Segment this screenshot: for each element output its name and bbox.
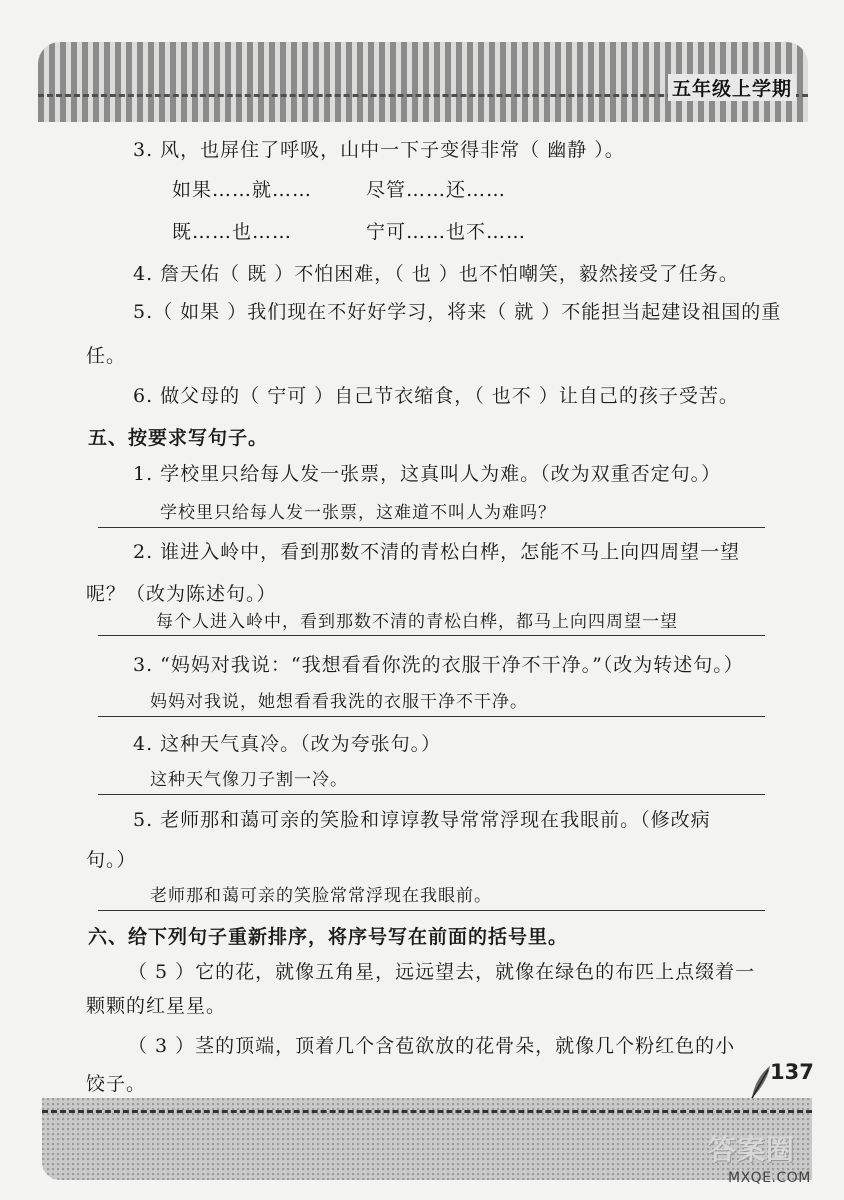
s6-item-5-line2: 颗颗的红星星。 bbox=[86, 995, 227, 1017]
q5-sentence-line1: 5.（ 如果 ）我们现在不好好学习，将来（ 就 ）不能担当起建设祖国的重 bbox=[133, 301, 782, 323]
section-5-heading: 五、按要求写句子。 bbox=[88, 427, 269, 449]
page-number: 137 bbox=[770, 1060, 814, 1084]
leaf-icon bbox=[748, 1062, 772, 1102]
q5-sentence-line2: 任。 bbox=[86, 345, 127, 367]
answer-line bbox=[98, 716, 765, 717]
s5-q5-prompt-line1: 5. 老师那和蔼可亲的笑脸和谆谆教导常常浮现在我眼前。（修改病 bbox=[133, 809, 711, 831]
s5-q3-answer: 妈妈对我说，她想看看我洗的衣服干净不干净。 bbox=[150, 692, 528, 712]
s5-q2-prompt-line2: 呢？（改为陈述句。） bbox=[86, 583, 277, 605]
conjunction-pair-ji-ye: 既……也…… bbox=[172, 221, 293, 243]
watermark-logo: 答案圈 bbox=[708, 1133, 796, 1166]
section-6-heading: 六、给下列句子重新排序，将序号写在前面的括号里。 bbox=[88, 926, 569, 948]
s5-q1-prompt: 1. 学校里只给每人发一张票，这真叫人为难。（改为双重否定句。） bbox=[133, 463, 722, 485]
s6-item-3-line2: 饺子。 bbox=[86, 1073, 147, 1095]
s6-item-3-line1: （ 3 ）茎的顶端，顶着几个含苞欲放的花骨朵，就像几个粉红色的小 bbox=[128, 1035, 736, 1057]
answer-line bbox=[98, 910, 765, 911]
q4-sentence: 4. 詹天佑（ 既 ）不怕困难，（ 也 ）也不怕嘲笑，毅然接受了任务。 bbox=[133, 263, 739, 285]
s5-q4-prompt: 4. 这种天气真冷。（改为夸张句。） bbox=[133, 733, 442, 755]
footer-decorative-band bbox=[42, 1098, 812, 1180]
answer-line bbox=[98, 527, 765, 528]
s5-q2-prompt-line1: 2. 谁进入岭中，看到那数不清的青松白桦，怎能不马上向四周望一望 bbox=[133, 541, 741, 563]
s6-item-5-line1: （ 5 ）它的花，就像五角星，远远望去，就像在绿色的布匹上点缀着一 bbox=[128, 961, 756, 983]
header-title: 五年级上学期 bbox=[668, 74, 796, 101]
s5-q2-answer: 每个人进入岭中，看到那数不清的青松白桦，都马上向四周望一望 bbox=[156, 612, 678, 632]
conjunction-pair-jinguan-hai: 尽管……还…… bbox=[366, 179, 507, 201]
s5-q4-answer: 这种天气像刀子割一冷。 bbox=[150, 770, 348, 790]
answer-line bbox=[98, 794, 765, 795]
watermark-url: MXQE.COM bbox=[728, 1170, 811, 1186]
s5-q3-prompt: 3. “妈妈对我说：“我想看看你洗的衣服干净不干净。”（改为转述句。） bbox=[133, 654, 744, 676]
s5-q5-prompt-line2: 句。） bbox=[86, 849, 137, 871]
s5-q5-answer: 老师那和蔼可亲的笑脸常常浮现在我眼前。 bbox=[150, 886, 492, 906]
s5-q1-answer: 学校里只给每人发一张票，这难道不叫人为难吗？ bbox=[160, 503, 556, 523]
answer-line bbox=[98, 635, 765, 636]
conjunction-pair-ruguo-jiu: 如果……就…… bbox=[172, 179, 313, 201]
q6-sentence: 6. 做父母的（ 宁可 ）自己节衣缩食，（ 也不 ）让自己的孩子受苦。 bbox=[133, 385, 739, 407]
q3-sentence: 3. 风，也屏住了呼吸，山中一下子变得非常（ 幽静 ）。 bbox=[133, 139, 625, 161]
conjunction-pair-ningke-yebu: 宁可……也不…… bbox=[366, 221, 527, 243]
